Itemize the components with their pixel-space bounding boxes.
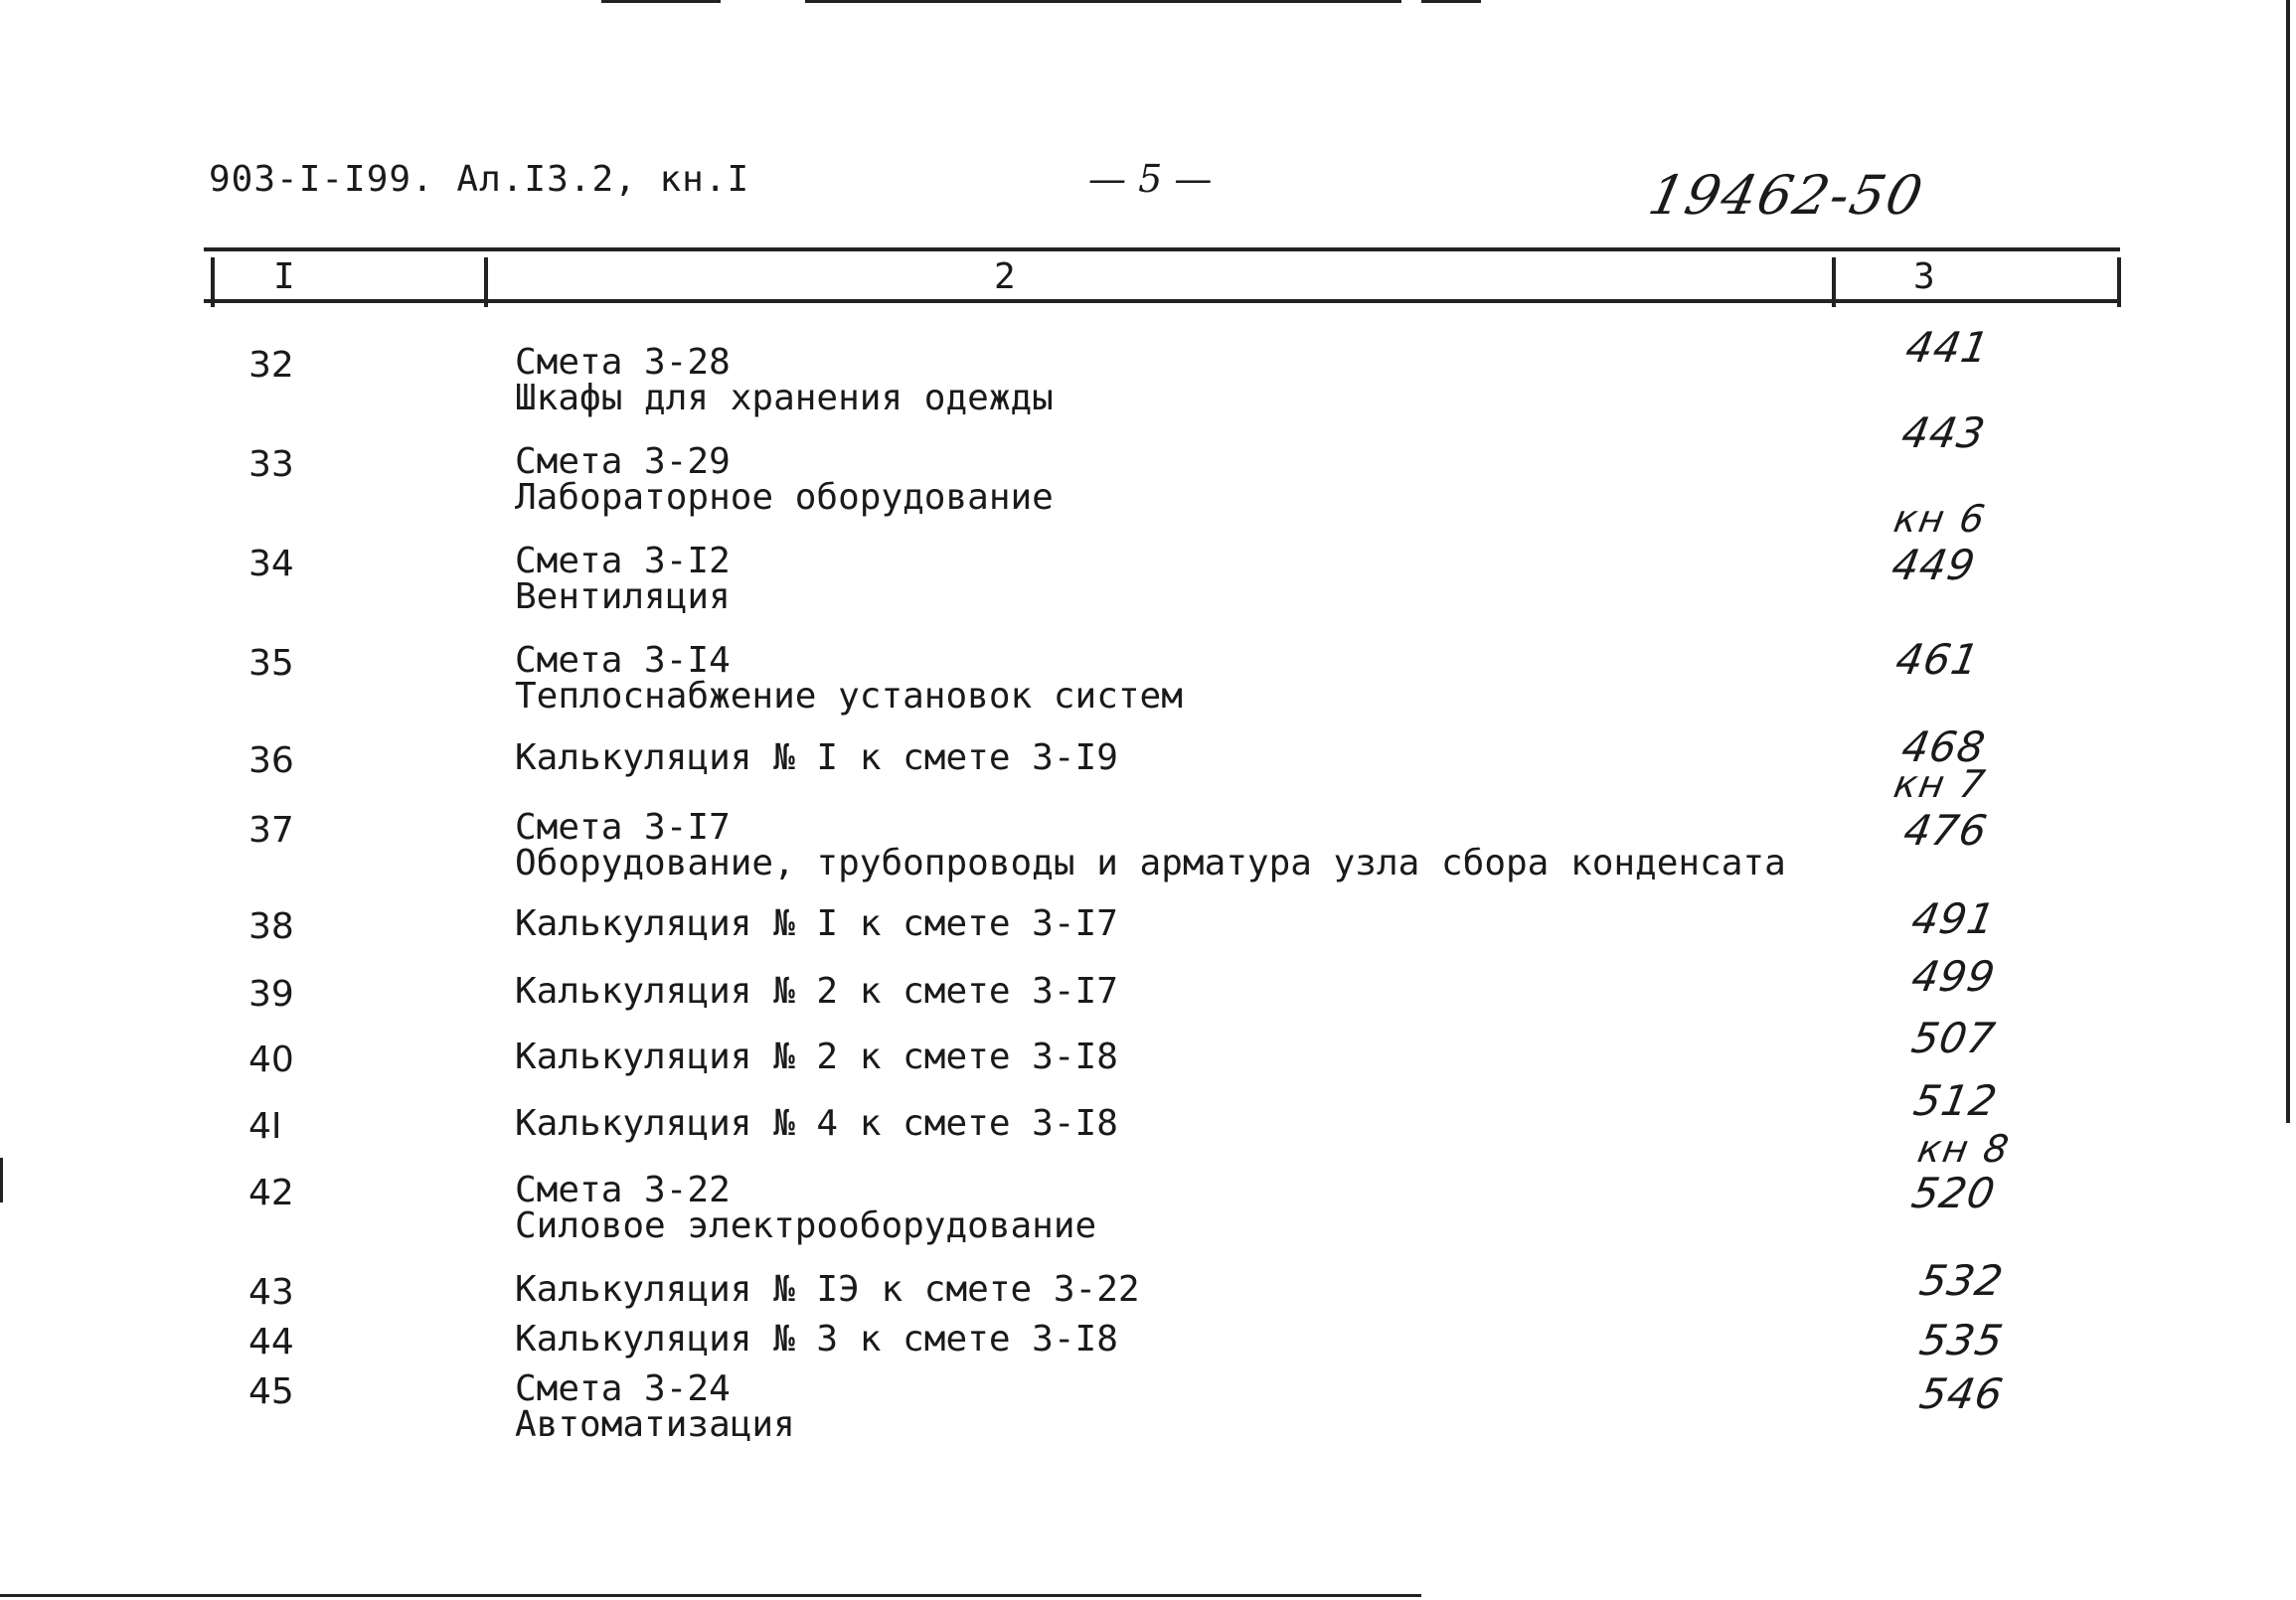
- scan-artifact-top: [805, 0, 1401, 3]
- book-mark: кн 6: [1890, 497, 1990, 541]
- row-title-line1: Калькуляция № 4 к смете 3-I8: [515, 1103, 1118, 1144]
- row-title-line2: Шкафы для хранения одежды: [515, 378, 1054, 418]
- row-title: [515, 342, 1054, 418]
- row-title-line1: Калькуляция № I к смете 3-I9: [515, 737, 1118, 778]
- table-row: [0, 1256, 2296, 1313]
- column-header-3: 3: [1913, 256, 1935, 297]
- row-number: 40: [248, 1040, 294, 1080]
- row-title-line2: Автоматизация: [515, 1404, 795, 1445]
- row-title-line2: Теплоснабжение установок систем: [515, 676, 1183, 717]
- row-page: 441: [1901, 323, 1994, 372]
- row-title-line1: Калькуляция № 3 к смете 3-I8: [515, 1319, 1118, 1360]
- scan-artifact-right: [2286, 0, 2290, 1123]
- row-number: 39: [248, 974, 294, 1015]
- row-title-line1: Смета 3-29: [515, 441, 731, 482]
- row-title: [515, 807, 1786, 883]
- row-title-line2: Оборудование, трубопроводы и арматура узла сбора конденсата: [515, 843, 1786, 883]
- row-title: [515, 737, 1118, 778]
- row-title: [515, 1170, 1097, 1246]
- column-divider: [2117, 257, 2121, 307]
- row-title: [515, 971, 1118, 1012]
- row-number: 36: [248, 740, 294, 781]
- table-row: [0, 541, 2296, 617]
- table-row: [0, 806, 2296, 883]
- row-page: 499: [1907, 952, 2000, 1001]
- row-page: 520: [1907, 1169, 2000, 1217]
- column-header-1: I: [273, 256, 295, 297]
- row-title: [515, 441, 1054, 518]
- row-page: 512: [1909, 1076, 2002, 1125]
- row-title: [515, 903, 1118, 944]
- row-number: 4I: [248, 1106, 282, 1147]
- row-title: [515, 1319, 1118, 1360]
- row-title-line1: Калькуляция № I к смете 3-I7: [515, 903, 1118, 944]
- row-page: 507: [1907, 1014, 2000, 1062]
- handwritten-code: 19462-50: [1643, 164, 1930, 227]
- row-title-line1: Калькуляция № 2 к смете 3-I8: [515, 1037, 1118, 1077]
- row-title: [515, 1368, 795, 1445]
- row-title-line2: Вентиляция: [515, 576, 731, 617]
- row-title: [515, 1103, 1118, 1144]
- row-page: 546: [1915, 1369, 2008, 1418]
- column-divider: [211, 257, 215, 307]
- row-title: [515, 541, 731, 617]
- row-title-line1: Смета 3-I7: [515, 807, 731, 848]
- row-title-line2: Лабораторное оборудование: [515, 477, 1054, 518]
- row-page: 532: [1915, 1256, 2008, 1305]
- row-title: [515, 640, 1183, 717]
- row-page: 491: [1907, 894, 2000, 943]
- scan-artifact-bottom: [0, 1594, 1421, 1597]
- table-header-top-rule: [204, 247, 2120, 251]
- row-page: 449: [1887, 541, 1980, 589]
- book-mark: кн 8: [1914, 1127, 2014, 1171]
- table-row: [0, 1014, 2296, 1080]
- row-page: 461: [1891, 635, 1984, 684]
- row-number: 32: [248, 345, 294, 386]
- scan-artifact-top: [601, 0, 721, 3]
- row-number: 38: [248, 906, 294, 947]
- table-row: [0, 1368, 2296, 1445]
- row-number: 35: [248, 643, 294, 684]
- table-row: [0, 1076, 2296, 1147]
- row-page: 476: [1899, 806, 1992, 855]
- row-title-line1: Калькуляция № 2 к смете 3-I7: [515, 971, 1118, 1012]
- document-reference: 903-I-I99. Ал.I3.2, кн.I: [209, 159, 750, 200]
- table-row: [0, 408, 2296, 518]
- row-title-line1: Смета 3-22: [515, 1170, 731, 1210]
- row-number: 44: [248, 1322, 294, 1362]
- row-number: 42: [248, 1173, 294, 1213]
- row-page: 443: [1897, 408, 1990, 457]
- row-title-line1: Смета 3-I2: [515, 541, 731, 581]
- column-divider: [1832, 257, 1836, 307]
- table-row: [0, 952, 2296, 1015]
- column-divider: [484, 257, 488, 307]
- table-row: [0, 722, 2296, 781]
- row-number: 45: [248, 1371, 294, 1412]
- table-row: [0, 635, 2296, 717]
- page-number: — 5 —: [1088, 157, 1213, 201]
- row-title-line1: Смета 3-24: [515, 1368, 731, 1409]
- row-number: 34: [248, 544, 294, 584]
- row-title-line1: Смета 3-I4: [515, 640, 731, 681]
- row-page: 535: [1915, 1316, 2008, 1364]
- row-title: [515, 1037, 1118, 1077]
- row-title-line1: Калькуляция № IЭ к смете 3-22: [515, 1269, 1140, 1310]
- scan-artifact-top: [1421, 0, 1481, 3]
- table-row: [0, 1316, 2296, 1364]
- row-title-line2: Силовое электрооборудование: [515, 1205, 1097, 1246]
- table-row: [0, 1169, 2296, 1246]
- row-title: [515, 1269, 1140, 1310]
- row-title-line1: Смета 3-28: [515, 342, 731, 383]
- book-mark: кн 7: [1890, 762, 1990, 806]
- row-number: 43: [248, 1272, 294, 1313]
- table-row: [0, 323, 2296, 418]
- table-row: [0, 894, 2296, 947]
- row-number: 33: [248, 444, 294, 485]
- row-page: 468: [1897, 722, 1990, 771]
- row-number: 37: [248, 810, 294, 851]
- column-header-2: 2: [994, 256, 1016, 297]
